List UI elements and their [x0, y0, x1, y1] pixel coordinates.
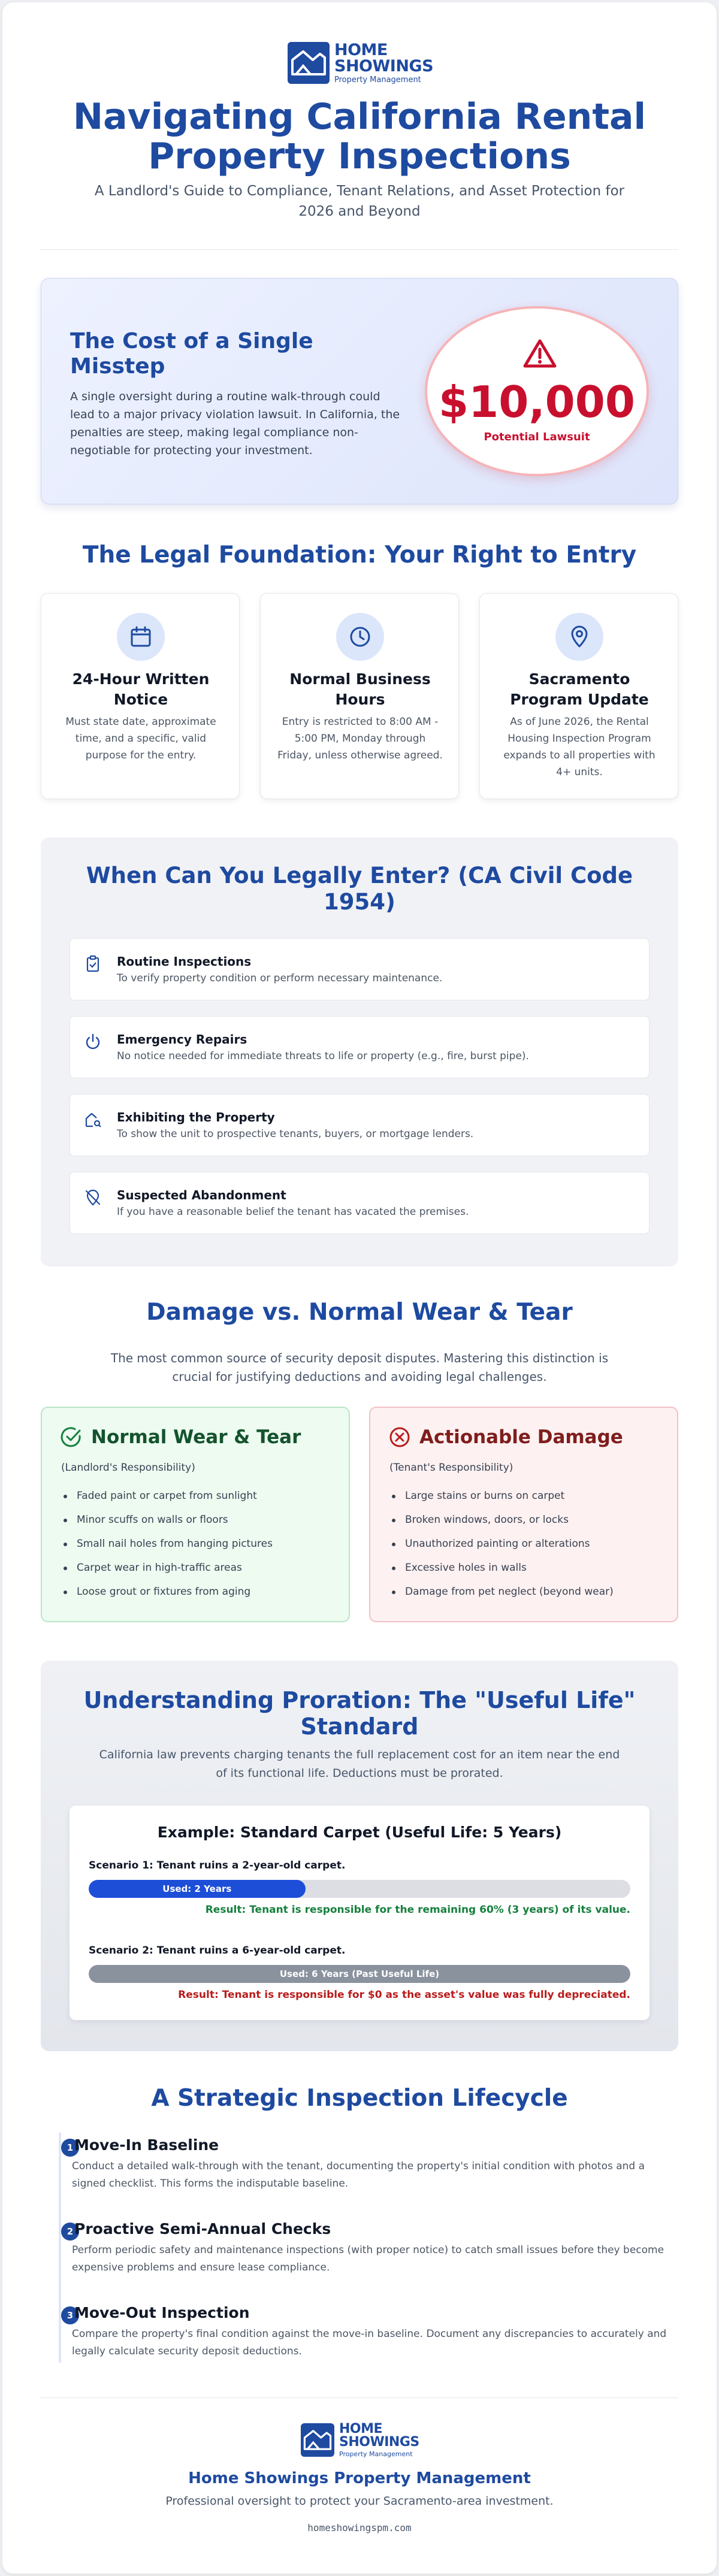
scenario-1-result: Result: Tenant is responsible for the remaining 60% (3 years) of its value.: [205, 1904, 630, 1916]
logo-word-showings: SHOWINGS: [334, 57, 434, 75]
entry-item-name: Suspected Abandonment: [117, 1188, 286, 1202]
calendar-icon: [129, 625, 153, 649]
entry-section: [41, 837, 678, 1266]
scenario-2-bar-fill: Used: 6 Years (Past Useful Life): [89, 1965, 630, 1983]
step-title: Move-Out Inspection: [74, 2304, 250, 2321]
cost-text: A single oversight during a routine walk-through could lead to a major privacy violation lawsuit. In California, the penalties are steep, making legal compliance non-negotiable for protecting your investment.: [70, 390, 400, 457]
step-text: Conduct a detailed walk-through with the tenant, documenting the property's initial condition with photos and a signed checklist. This forms the indisputable baseline.: [72, 2160, 645, 2190]
damage-section-title: Damage vs. Normal Wear & Tear: [146, 1299, 573, 1326]
divider: [41, 2397, 678, 2398]
legal-card-notice: [41, 593, 240, 799]
entry-item-desc: To show the unit to prospective tenants, buyers, or mortgage lenders.: [117, 1128, 474, 1140]
scenario-1-bar: [89, 1880, 630, 1898]
page-subtitle: A Landlord's Guide to Compliance, Tenant Relations, and Asset Protection for 2026 and Beyond: [94, 183, 625, 219]
list-item: Damage from pet neglect (beyond wear): [405, 1584, 614, 1608]
legal-card-title: Normal Business Hours: [289, 670, 431, 708]
logo-word-showings: SHOWINGS: [339, 2435, 419, 2450]
legal-card-text: As of June 2026, the Rental Housing Inspection Program expands to all properties with 4+ units.: [503, 716, 655, 778]
scenario-2-bar: [89, 1965, 630, 1983]
step-number-badge: 2: [61, 2223, 79, 2241]
logo-tagline: Property Management: [339, 2450, 413, 2458]
house-logo-icon: [301, 2423, 334, 2457]
footer-website-link[interactable]: homeshowingspm.com: [307, 2522, 412, 2533]
house-logo-icon: [288, 42, 330, 84]
page: [2, 2, 717, 2574]
page-title: Navigating California Rental Property Inspections: [72, 96, 647, 177]
clipboard-check-icon: [83, 954, 102, 973]
x-circle-icon: [388, 1426, 411, 1449]
example-title: Example: Standard Carpet (Useful Life: 5 Years): [157, 1824, 562, 1841]
entry-item-desc: No notice needed for immediate threats to life or property (e.g., fire, burst pipe).: [117, 1050, 529, 1062]
proration-text: California law prevents charging tenants the full replacement cost for an item near the end of its functional life. Deductions must be prorated.: [99, 1748, 620, 1780]
cost-badge: [425, 306, 649, 476]
cost-title: The Cost of a Single Misstep: [70, 329, 313, 379]
logo-tagline: Property Management: [334, 75, 421, 84]
scenario-2-result: Result: Tenant is responsible for $0 as the asset's value was fully depreciated.: [178, 1989, 630, 2001]
damage-intro: The most common source of security deposit disputes. Mastering this distinction is crucial for justifying deductions and avoiding legal challenges.: [110, 1351, 609, 1384]
entry-item-desc: If you have a reasonable belief the tenant has vacated the premises.: [117, 1206, 469, 1218]
list-item: Unauthorized painting or alterations: [405, 1536, 614, 1560]
entry-item-name: Routine Inspections: [117, 954, 252, 969]
logo-word-home: HOME: [334, 41, 388, 59]
legal-card-sacramento: [479, 593, 678, 799]
lifecycle-section-title: A Strategic Inspection Lifecycle: [151, 2085, 568, 2112]
entry-item: [70, 1016, 649, 1078]
legal-card-title: 24-Hour Written Notice: [72, 670, 210, 708]
location-off-icon: [83, 1188, 102, 1207]
footer-logo[interactable]: [301, 2423, 419, 2457]
entry-item-name: Emergency Repairs: [117, 1032, 247, 1047]
list-item: Loose grout or fixtures from aging: [77, 1584, 273, 1608]
list-item: Large stains or burns on carpet: [405, 1488, 614, 1512]
entry-item-name: Exhibiting the Property: [117, 1110, 275, 1124]
actionable-damage-card: [369, 1407, 678, 1622]
wear-tear-card: [41, 1407, 350, 1622]
entry-item-desc: To verify property condition or perform necessary maintenance.: [117, 972, 443, 984]
cost-amount: $10,000: [439, 377, 635, 427]
cost-card: [41, 278, 678, 504]
step-number-badge: 1: [61, 2139, 79, 2157]
entry-item: [70, 1172, 649, 1234]
proration-example-card: [70, 1806, 649, 2020]
legal-section-title: The Legal Foundation: Your Right to Entry: [82, 542, 637, 569]
proration-title: Understanding Proration: The "Useful Life" Standard: [83, 1687, 636, 1740]
step-title: Move-In Baseline: [74, 2136, 219, 2154]
entry-item: [70, 1094, 649, 1156]
map-pin-icon: [567, 625, 591, 649]
actionable-damage-title: Actionable Damage: [419, 1426, 623, 1448]
entry-item: [70, 938, 649, 1000]
entry-section-title: When Can You Legally Enter? (CA Civil Code 1954): [86, 863, 633, 915]
list-item: Faded paint or carpet from sunlight: [77, 1488, 273, 1512]
cost-amount-label: Potential Lawsuit: [484, 431, 590, 443]
step-text: Perform periodic safety and maintenance inspections (with proper notice) to catch small issues before they become expensive problems and ensure lease compliance.: [72, 2244, 664, 2273]
legal-card-text: Entry is restricted to 8:00 AM - 5:00 PM, Monday through Friday, unless otherwise agreed.: [277, 716, 443, 761]
brand-logo[interactable]: [288, 42, 433, 84]
wear-tear-subtitle: (Landlord's Responsibility): [61, 1462, 195, 1474]
step-title: Proactive Semi-Annual Checks: [74, 2220, 331, 2238]
logo-word-home: HOME: [339, 2421, 383, 2436]
legal-card-title: Sacramento Program Update: [510, 670, 649, 708]
list-item: Small nail holes from hanging pictures: [77, 1536, 273, 1560]
house-key-icon: [83, 1110, 102, 1129]
legal-card-hours: [260, 593, 459, 799]
scenario-1-bar-fill: Used: 2 Years: [89, 1880, 306, 1898]
divider: [41, 249, 678, 250]
list-item: Minor scuffs on walls or floors: [77, 1512, 273, 1536]
check-circle-icon: [60, 1426, 83, 1449]
footer-company-name: Home Showings Property Management: [188, 2469, 531, 2487]
wear-tear-title: Normal Wear & Tear: [91, 1426, 301, 1448]
timeline-line: [59, 2133, 61, 2363]
footer-tagline: Professional oversight to protect your Sacramento-area investment.: [165, 2495, 554, 2508]
step-text: Compare the property's final condition against the move-in baseline. Document any discrepancies to accurately and legally calculate security deposit deductions.: [72, 2328, 667, 2357]
scenario-1-label: Scenario 1: Tenant ruins a 2-year-old carpet.: [89, 1860, 346, 1871]
list-item: Broken windows, doors, or locks: [405, 1512, 614, 1536]
actionable-damage-list: [405, 1488, 614, 1608]
wear-tear-list: [77, 1488, 273, 1608]
warning-triangle-icon: [523, 338, 557, 368]
scenario-2-label: Scenario 2: Tenant ruins a 6-year-old carpet.: [89, 1945, 346, 1957]
power-icon: [83, 1032, 102, 1051]
step-number-badge: 3: [61, 2306, 79, 2324]
actionable-damage-subtitle: (Tenant's Responsibility): [389, 1462, 513, 1474]
proration-section: [41, 1661, 678, 2051]
clock-icon: [348, 625, 372, 649]
list-item: Carpet wear in high-traffic areas: [77, 1560, 273, 1584]
legal-card-text: Must state date, approximate time, and a specific, valid purpose for the entry.: [65, 716, 216, 761]
list-item: Excessive holes in walls: [405, 1560, 614, 1584]
